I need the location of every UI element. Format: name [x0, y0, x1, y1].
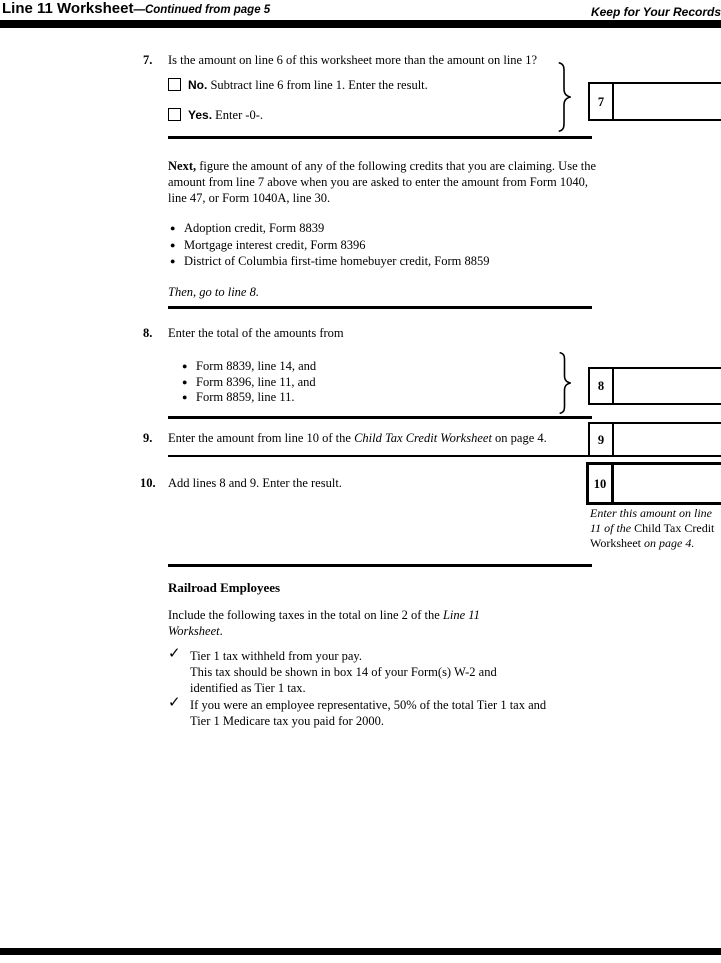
line8-number: 8. — [143, 326, 153, 340]
line8-bullet-list — [182, 359, 562, 406]
line8-bullet-text: Form 8839, line 14, and — [196, 359, 317, 373]
yes-text: Enter -0-. — [212, 108, 264, 122]
list-item — [182, 390, 562, 406]
divider-1 — [168, 136, 592, 139]
railroad-item1-line: identified as Tier 1 tax. — [190, 680, 306, 695]
railroad-item1-line: Tier 1 tax withheld from your pay. — [190, 649, 362, 663]
railroad-intro-worksheet: Line 11 Worksheet — [168, 608, 480, 638]
side-note-italic-after: on page 4. — [641, 536, 695, 550]
line10-text: Add lines 8 and 9. Enter the result. — [168, 476, 342, 490]
then-note: Then, go to line 8. — [168, 285, 259, 299]
page-title-main: Line 11 Worksheet — [2, 0, 134, 17]
railroad-heading: Railroad Employees — [168, 580, 281, 595]
page-title-continued: —Continued from page 5 — [133, 4, 271, 16]
bullet-icon: ● — [182, 392, 188, 402]
list-item — [170, 237, 600, 254]
side-note-italic-before: Enter this amount on line 11 of the — [590, 506, 712, 535]
railroad-item1-line: This tax should be shown in box 14 of your Form(s) W-2 and — [190, 664, 497, 679]
line9-box-number: 9 — [590, 424, 614, 455]
line9-amount-field[interactable] — [614, 424, 721, 455]
next-text: figure the amount of any of the following credits that you are claiming. Use the amount from line 7 above when you are asked to enter the amount from Form 1040, line 47, or Form 1040A, line 30. — [168, 159, 597, 205]
line9-number: 9. — [143, 431, 153, 445]
line7-number: 7. — [143, 53, 153, 67]
header-rule — [0, 20, 721, 28]
yes-label: Yes. — [188, 108, 213, 122]
next-lead: Next, — [168, 159, 197, 173]
line10-amount-field[interactable] — [614, 465, 721, 502]
railroad-intro-after: . — [219, 624, 223, 638]
line8-bullet-text: Form 8396, line 11, and — [196, 374, 316, 389]
bullet-icon: ● — [170, 239, 176, 250]
line9-worksheet-name: Child Tax Credit Worksheet — [354, 431, 492, 445]
railroad-intro — [168, 607, 522, 639]
line9-text-after: on page 4. — [491, 431, 547, 445]
credit-bullet-text: Mortgage interest credit, Form 8396 — [184, 237, 366, 252]
yes-checkbox[interactable] — [168, 108, 181, 121]
line7-question: Is the amount on line 6 of this worksheet more than the amount on line 1? — [168, 53, 538, 67]
bullet-icon: ● — [182, 376, 188, 387]
list-item — [170, 253, 600, 270]
railroad-item-2 — [190, 698, 620, 730]
line10-entry-box — [586, 462, 721, 505]
checkmark-icon: ✓ — [168, 695, 181, 711]
railroad-intro-before: Include the following taxes in the total on line 2 of the — [168, 608, 443, 622]
line7-box-number: 7 — [590, 84, 614, 119]
line8-box-number: 8 — [590, 369, 614, 403]
line10-number: 10. — [140, 476, 156, 490]
line9-entry-box — [588, 422, 721, 457]
line7-no-row — [168, 77, 428, 93]
bottom-rule — [0, 948, 721, 955]
list-item — [182, 375, 562, 391]
line7-yes-row — [168, 107, 263, 123]
next-paragraph — [168, 158, 596, 206]
credit-bullet-text: Adoption credit, Form 8839 — [184, 221, 325, 235]
line8-amount-field[interactable] — [614, 369, 721, 403]
list-item — [170, 220, 600, 237]
checkmark-icon: ✓ — [168, 646, 181, 662]
railroad-item2-line: Tier 1 Medicare tax you paid for 2000. — [190, 713, 384, 728]
side-note-worksheet-name: Child Tax Credit Worksheet — [590, 521, 715, 550]
line8-text: Enter the total of the amounts from — [168, 326, 344, 340]
bullet-icon: ● — [170, 256, 176, 266]
credit-bullet-text: District of Columbia first-time homebuyer credit, Form 8859 — [184, 254, 490, 268]
railroad-item-1 — [190, 649, 610, 696]
keep-for-records-label: Keep for Your Records — [590, 5, 721, 19]
divider-5 — [168, 564, 592, 567]
list-item — [182, 359, 562, 375]
credit-bullet-list — [170, 220, 600, 270]
no-text: Subtract line 6 from line 1. Enter the result. — [207, 78, 428, 92]
no-label: No. — [188, 78, 208, 92]
divider-2 — [168, 306, 592, 309]
line9-text — [168, 430, 578, 446]
brace-line7 — [557, 62, 571, 132]
brace-line8 — [558, 352, 571, 414]
page-title — [2, 1, 270, 18]
railroad-item2-line: If you were an employee representative, 50% of the total Tier 1 tax and — [190, 698, 547, 712]
side-note — [590, 506, 717, 551]
line9-text-before: Enter the amount from line 10 of the — [168, 431, 355, 445]
line10-box-number: 10 — [589, 465, 614, 502]
divider-3 — [168, 416, 592, 419]
divider-4 — [168, 455, 592, 457]
bullet-icon: ● — [182, 361, 188, 371]
line7-entry-box — [588, 82, 721, 121]
no-checkbox[interactable] — [168, 78, 181, 91]
line8-bullet-text: Form 8859, line 11. — [196, 390, 295, 404]
bullet-icon: ● — [170, 223, 176, 233]
line7-amount-field[interactable] — [614, 84, 721, 119]
line8-entry-box — [588, 367, 721, 405]
